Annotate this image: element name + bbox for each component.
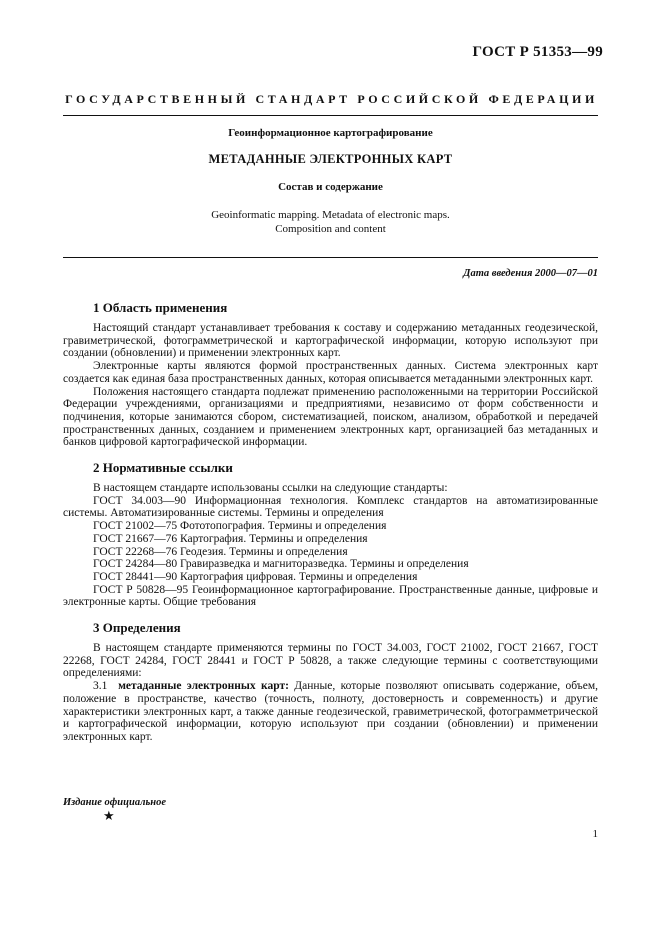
official-edition-label: Издание официальное — [63, 797, 167, 808]
top-divider — [63, 115, 598, 116]
english-title-line1: Geoinformatic mapping. Metadata of electronic maps. — [211, 209, 450, 221]
definition-text: Данные, которые позволяют описывать содержание, объем, положение в пространстве, качество (точность, полноту, достоверность и современность) и другие характеристики электронных карт, а также данные геодезической, гравиметрической, фотограмметрической и картографической информации, которую используют при создании (обновлении) и применении электронных карт. — [63, 680, 599, 743]
title-divider — [63, 257, 598, 258]
document-body — [63, 300, 598, 755]
paragraph: В настоящем стандарте применяются термины по ГОСТ 34.003, ГОСТ 21002, ГОСТ 21667, ГОСТ 22268, ГОСТ 24284, ГОСТ 28441 и ГОСТ Р 50828, а также следующие термины с соответствующими определениями: — [63, 642, 598, 680]
section-scope — [63, 300, 598, 449]
paragraph: Электронные карты являются формой пространственных данных. Система электронных карт создается как единая база пространственных данных, которая описывается метаданными электронных карт. — [63, 360, 598, 385]
reference-item: ГОСТ 24284—80 Гравиразведка и магниторазведка. Термины и определения — [93, 558, 469, 571]
reference-item: ГОСТ 28441—90 Картография цифровая. Термины и определения — [93, 570, 418, 583]
section-heading: 2 Нормативные ссылки — [93, 460, 233, 476]
section-references — [63, 460, 598, 609]
section-heading: 1 Область применения — [93, 300, 228, 315]
reference-item: ГОСТ 22268—76 Геодезия. Термины и определения — [93, 545, 348, 558]
definition-number: 3.1 — [93, 680, 108, 693]
english-title — [63, 208, 598, 236]
reference-item: ГОСТ Р 50828—95 Геоинформационное картографирование. Пространственные данные, цифровые и электронные карты. Общие требования — [63, 583, 598, 609]
definition — [63, 680, 598, 744]
page-number: 1 — [592, 828, 598, 840]
reference-item: ГОСТ 21667—76 Картография. Термины и определения — [93, 532, 368, 545]
reference-item: ГОСТ 34.003—90 Информационная технология. Комплекс стандартов на автоматизированные системы. Автоматизированные системы. Термины и определения — [63, 494, 598, 520]
intro-date: Дата введения 2000—07—01 — [463, 268, 598, 279]
doc-code: ГОСТ Р 51353—99 — [472, 44, 603, 60]
definition-term: метаданные электронных карт: — [118, 680, 289, 693]
subtitle: Состав и содержание — [278, 181, 383, 193]
star-icon: ★ — [103, 808, 115, 823]
main-title: МЕТАДАННЫЕ ЭЛЕКТРОННЫХ КАРТ — [208, 152, 453, 166]
english-title-line2: Composition and content — [275, 223, 386, 235]
section-definitions — [63, 620, 598, 744]
paragraph: Положения настоящего стандарта подлежат применению расположенными на территории Российской Федерации учреждениями, организациями и предприятиями, независимо от форм собственности и подчинения, которые занимаются сбором, систематизацией, поиском, анализом, обработкой и передачей пространственных данных, созданием и применением электронных карт, организацией баз метаданных и банков цифровой картографической информации. — [63, 385, 598, 449]
paragraph: В настоящем стандарте использованы ссылки на следующие стандарты: — [93, 482, 448, 495]
reference-item: ГОСТ 21002—75 Фототопография. Термины и определения — [93, 520, 387, 533]
topic-title: Геоинформационное картографирование — [228, 127, 433, 139]
section-heading: 3 Определения — [93, 620, 181, 636]
paragraph: Настоящий стандарт устанавливает требования к составу и содержанию метаданных геодезической, гравиметрической, фотограмметрической и картографической информации, которую используют при создании (обновлении) и применении электронных карт. — [63, 322, 598, 360]
state-standard-title: ГОСУДАРСТВЕННЫЙ СТАНДАРТ РОССИЙСКОЙ ФЕДЕРАЦИИ — [65, 92, 598, 106]
